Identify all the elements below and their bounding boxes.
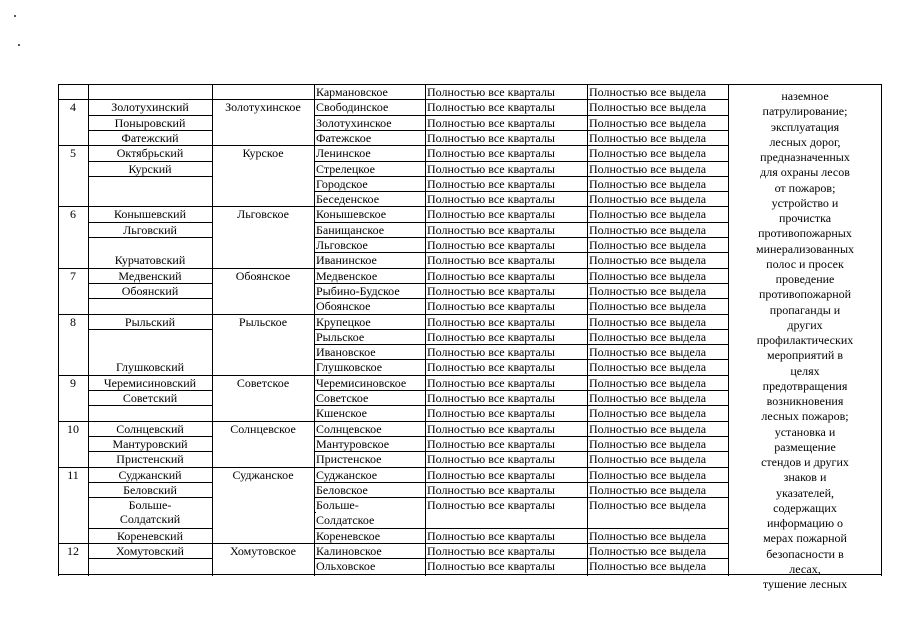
district-cell: Конышевский [113,207,187,221]
section-cell: Крупецкое [316,315,371,329]
parts-cell: Полностью все выдела [589,422,707,436]
parts-cell: Полностью все выдела [589,207,707,221]
district-cell: Суджанский [118,468,182,482]
forestry-cell: Суджанское [232,468,294,482]
table-rule [314,84,315,576]
quarters-cell: Полностью все кварталы [427,299,555,313]
section-cell: Льговское [316,238,368,252]
parts-cell: Полностью все выдела [589,315,707,329]
district-cell: Медвенский [118,269,182,283]
measures-line: информацию о [766,516,844,530]
measures-line: предотвращения [762,378,848,393]
measures-line: наземное [781,89,829,103]
section-cell: Суджанское [316,468,378,482]
measures-line: противопожарной [758,287,852,302]
parts-cell: Полностью все выдела [589,345,707,359]
quarters-cell: Полностью все кварталы [427,559,555,573]
district-cell: Октябрьский [116,146,184,160]
measures-line: содержащих [773,500,837,515]
measures-line: для охраны лесов [760,165,850,180]
forestry-cell: Хомутовское [230,544,296,558]
quarters-cell: Полностью все кварталы [427,146,555,160]
measures-line: от пожаров; [774,180,836,195]
quarters-cell: Полностью все кварталы [427,468,555,482]
table-rule [728,84,729,576]
district-cell: Золотухинский [111,100,189,114]
measures-line: противопожарных [758,226,852,241]
measures-line: проведение [775,272,835,286]
quarters-cell: Полностью все кварталы [427,238,555,252]
district-cell: Черемисиновский [103,376,197,390]
district-cell: Хомутовский [116,544,184,558]
table-rule [587,84,588,576]
section-cell: Беседенское [316,192,380,206]
section-cell: Калиновское [316,544,382,558]
quarters-cell: Полностью все кварталы [427,360,555,374]
row-number: 10 [67,422,79,436]
section-cell: Мантуровское [316,437,390,451]
measures-column-text [730,89,880,592]
row-number: 11 [67,468,79,482]
row-number: 5 [70,146,76,160]
section-cell: Ивановское [316,345,376,359]
parts-cell: Полностью все выдела [589,116,707,130]
section-cell: Солнцевское [316,422,382,436]
section-cell: Медвенское [316,269,378,283]
parts-cell: Полностью все выдела [589,146,707,160]
section-cell: Ольховское [316,559,376,573]
row-number: 4 [70,100,76,114]
section-cell: Иванинское [316,253,377,267]
measures-line: целях [790,363,820,378]
parts-cell: Полностью все выдела [589,483,707,497]
parts-cell: Полностью все выдела [589,330,707,344]
quarters-cell: Полностью все кварталы [427,85,555,99]
measures-line: возникновения [766,394,844,408]
table-rule [425,84,426,576]
quarters-cell: Полностью все кварталы [427,345,555,359]
quarters-cell: Полностью все кварталы [427,544,555,558]
row-number: 9 [70,376,76,390]
parts-cell: Полностью все выдела [589,177,707,191]
district-cell: Солнцевский [116,422,184,436]
measures-line: лесных пожаров; [761,409,849,424]
measures-line: профилактических [756,333,854,347]
district-cell: Беловский [123,483,177,497]
parts-cell: Полностью все выдела [589,269,707,283]
district-cell: Глушковский [115,360,185,374]
measures-line: мероприятий в [766,348,844,363]
measures-line: других [787,317,823,332]
measures-line: размещение [774,439,836,454]
measures-line: устройство и [771,195,839,210]
quarters-cell: Полностью все кварталы [427,376,555,390]
parts-cell: Полностью все выдела [589,192,707,206]
quarters-cell: Полностью все кварталы [427,529,555,543]
row-number: 7 [70,269,76,283]
parts-cell: Полностью все выдела [589,131,707,145]
section-cell: Городское [316,177,368,191]
section-cell: Кшенское [316,406,368,420]
quarters-cell: Полностью все кварталы [427,330,555,344]
parts-cell: Полностью все выдела [589,391,707,405]
parts-cell: Полностью все выдела [589,529,707,543]
measures-line: мерах пожарной [763,531,847,546]
parts-cell: Полностью все выдела [589,238,707,252]
measures-line: прочистка [778,211,832,225]
section-cell: Черемисиновское [316,376,407,390]
quarters-cell: Полностью все кварталы [427,406,555,420]
parts-cell: Полностью все выдела [589,468,707,482]
measures-line: тушение лесных [762,577,848,591]
district-cell: Фатежский [121,131,179,145]
parts-cell: Полностью все выдела [589,100,707,114]
row-number: 6 [70,207,76,221]
row-number: 12 [67,544,79,558]
measures-line: полос и просек [766,256,844,271]
section-cell: Банищанское [316,223,385,237]
section-cell: Больше- [316,498,359,512]
quarters-cell: Полностью все кварталы [427,269,555,283]
section-cell: Кореневское [316,529,381,543]
quarters-cell: Полностью все кварталы [427,437,555,451]
section-cell: Конышевское [316,207,387,221]
parts-cell: Полностью все выдела [589,437,707,451]
section-cell: Советское [316,391,369,405]
table-rule [58,84,59,576]
quarters-cell: Полностью все кварталы [427,315,555,329]
section-cell: Рыльское [316,330,365,344]
district-cell: Поныровский [114,116,186,130]
section-cell: Беловское [316,483,368,497]
parts-cell: Полностью все выдела [589,360,707,374]
section-cell: Свободинское [316,100,389,114]
measures-line: лесах, [789,561,821,576]
quarters-cell: Полностью все кварталы [427,192,555,206]
section-cell: Обоянское [316,299,371,313]
section-cell: Кармановское [316,85,388,99]
quarters-cell: Полностью все кварталы [427,498,555,512]
district-cell: Обоянский [121,284,179,298]
measures-line: указателей, [775,485,835,500]
measures-line: эксплуатация [770,119,840,134]
district-cell: Кореневский [116,529,184,543]
district-cell: Курчатовский [114,253,186,267]
parts-cell: Полностью все выдела [589,299,707,313]
district-cell: Мантуровский [112,437,188,451]
quarters-cell: Полностью все кварталы [427,116,555,130]
measures-line: предназначенных [760,150,850,164]
quarters-cell: Полностью все кварталы [427,422,555,436]
section-cell: Фатежское [316,131,372,145]
parts-cell: Полностью все выдела [589,253,707,267]
measures-line: стендов и других [761,455,849,469]
district-cell: Курский [128,162,172,176]
quarters-cell: Полностью все кварталы [427,223,555,237]
forestry-cell: Обоянское [235,269,291,283]
parts-cell: Полностью все выдела [589,559,707,573]
section-cell: Рыбино-Будское [316,284,400,298]
quarters-cell: Полностью все кварталы [427,253,555,267]
quarters-cell: Полностью все кварталы [427,162,555,176]
measures-line: пропаганды и [769,302,841,317]
section-cell: Пристенское [316,452,382,466]
parts-cell: Полностью все выдела [589,162,707,176]
measures-line: знаков и [783,470,827,485]
table-rule [88,84,89,576]
forestry-cell: Солнцевское [230,422,296,436]
quarters-cell: Полностью все кварталы [427,207,555,221]
district-cell: Пристенский [116,452,184,466]
district-cell: Больше- [128,498,172,512]
row-number: 8 [70,315,76,329]
district-cell: Льговский [123,223,177,237]
forestry-cell: Рыльское [238,315,288,329]
district-cell: Солдатский [119,512,181,526]
district-cell: Советский [122,391,178,405]
measures-line: установка и [774,424,836,439]
quarters-cell: Полностью все кварталы [427,177,555,191]
table-rule [881,84,882,576]
parts-cell: Полностью все выдела [589,498,707,512]
section-cell: Ленинское [316,146,371,160]
measures-line: патрулирование; [762,104,848,119]
forestry-cell: Советское [236,376,290,390]
section-cell: Солдатское [316,513,375,527]
quarters-cell: Полностью все кварталы [427,131,555,145]
section-cell: Глушковское [316,360,383,374]
forestry-cell: Льговское [237,207,289,221]
forestry-cell: Золотухинское [225,100,301,114]
forestry-cell: Курское [242,146,284,160]
parts-cell: Полностью все выдела [589,223,707,237]
quarters-cell: Полностью все кварталы [427,100,555,114]
table-rule [212,84,213,576]
measures-line: лесных дорог, [769,134,841,149]
section-cell: Стрелецкое [316,162,375,176]
measures-line: безопасности в [766,546,844,561]
quarters-cell: Полностью все кварталы [427,391,555,405]
district-cell: Рыльский [124,315,176,329]
quarters-cell: Полностью все кварталы [427,452,555,466]
section-cell: Золотухинское [316,116,392,130]
parts-cell: Полностью все выдела [589,284,707,298]
parts-cell: Полностью все выдела [589,544,707,558]
parts-cell: Полностью все выдела [589,406,707,420]
parts-cell: Полностью все выдела [589,376,707,390]
quarters-cell: Полностью все кварталы [427,483,555,497]
measures-line: минерализованных [755,241,854,256]
parts-cell: Полностью все выдела [589,452,707,466]
quarters-cell: Полностью все кварталы [427,284,555,298]
parts-cell: Полностью все выдела [589,85,707,99]
